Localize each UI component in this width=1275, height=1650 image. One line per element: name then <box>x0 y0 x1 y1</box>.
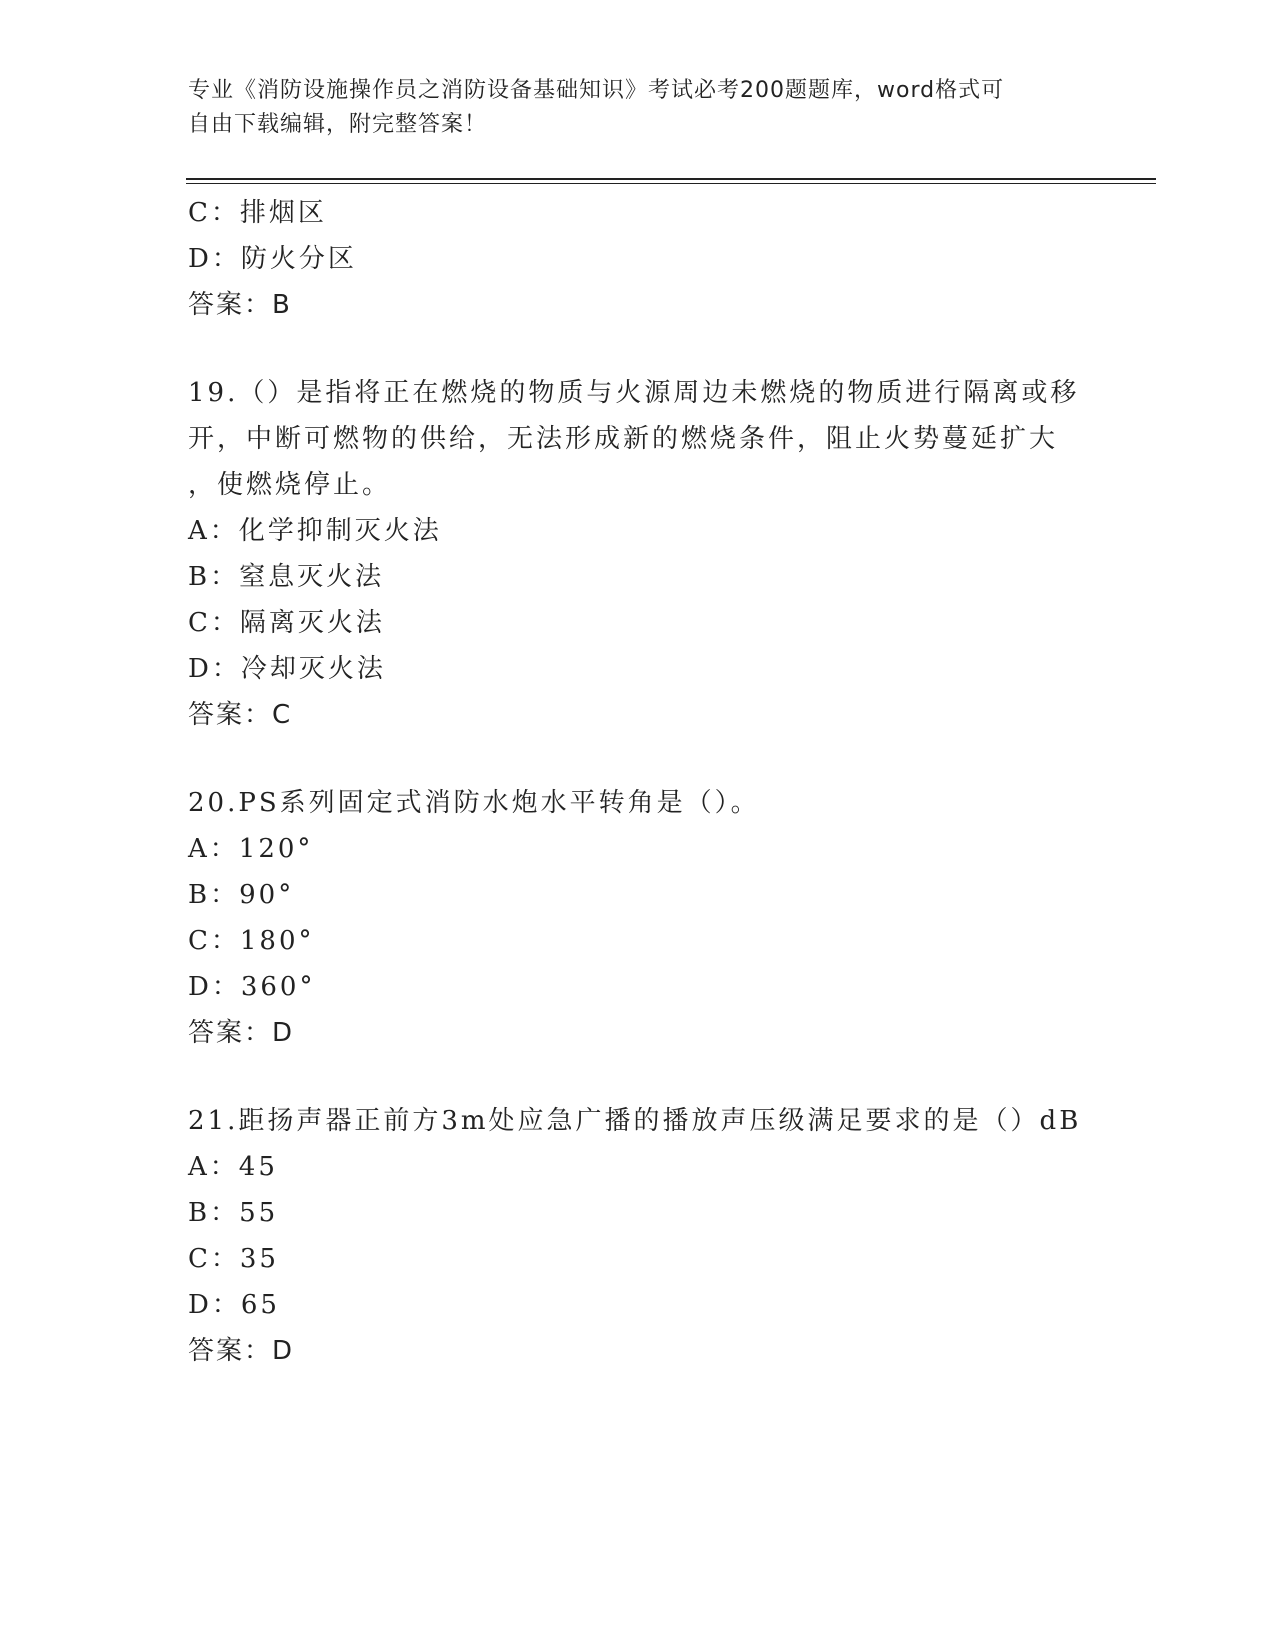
option-c: C：隔离灭火法 <box>188 608 385 638</box>
header-line-2: 自由下载编辑，附完整答案！ <box>188 112 488 137</box>
question-stem-line: 20.PS系列固定式消防水炮水平转角是（）。 <box>188 788 760 818</box>
option-b: B：90° <box>188 880 295 910</box>
spacer <box>188 1056 1088 1098</box>
option-a: A：120° <box>188 834 314 864</box>
header-divider-thick <box>186 178 1156 180</box>
question-20 <box>188 780 1088 1056</box>
option-d: D：65 <box>188 1290 280 1320</box>
option-a: A：化学抑制灭火法 <box>188 516 442 546</box>
option-a: A：45 <box>188 1152 278 1182</box>
question-21 <box>188 1098 1088 1374</box>
option-d: D：防火分区 <box>188 244 357 274</box>
option-c: C：35 <box>188 1244 279 1274</box>
answer-line: 答案：B <box>188 290 292 320</box>
header-divider-thin <box>186 183 1156 184</box>
question-19 <box>188 370 1088 738</box>
question-18-continued <box>188 190 1088 328</box>
answer-line: 答案：D <box>188 1018 295 1048</box>
option-d: D：冷却灭火法 <box>188 654 386 684</box>
answer-line: 答案：C <box>188 700 293 730</box>
option-b: B：55 <box>188 1198 279 1228</box>
question-list <box>188 190 1088 1374</box>
question-stem-line: ，使燃烧停止。 <box>188 470 392 500</box>
option-c: C：排烟区 <box>188 198 327 228</box>
header-line-1: 专业《消防设施操作员之消防设备基础知识》考试必考200题题库，word格式可 <box>188 78 1005 103</box>
option-d: D：360° <box>188 972 316 1002</box>
spacer <box>188 738 1088 780</box>
document-header <box>188 74 1088 142</box>
question-stem-line: 开，中断可燃物的供给，无法形成新的燃烧条件，阻止火势蔓延扩大 <box>188 424 1059 454</box>
question-stem-line: 21.距扬声器正前方3m处应急广播的播放声压级满足要求的是（）dB <box>188 1106 1082 1136</box>
answer-line: 答案：D <box>188 1336 295 1366</box>
question-stem-line: 19.（）是指将正在燃烧的物质与火源周边未燃烧的物质进行隔离或移 <box>188 378 1080 408</box>
option-c: C：180° <box>188 926 315 956</box>
spacer <box>188 328 1088 370</box>
option-b: B：窒息灭火法 <box>188 562 385 592</box>
